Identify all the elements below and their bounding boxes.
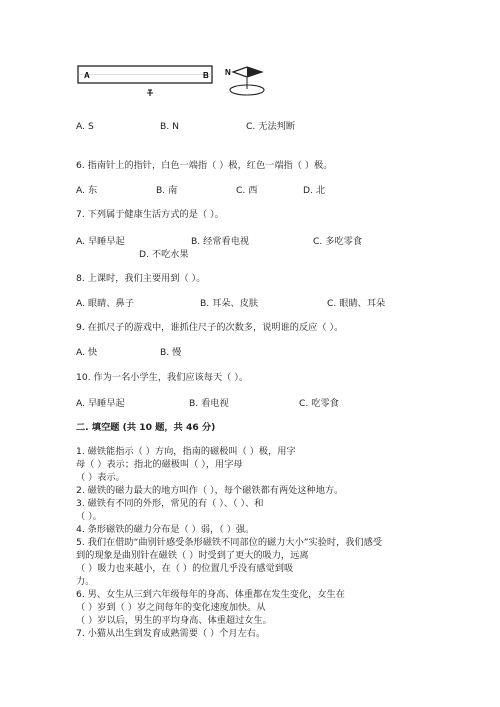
fill-line: （ ）吸力也来越小，在（ ）的位置几乎没有感觉到吸 bbox=[76, 563, 294, 574]
fill-line: 力。 bbox=[76, 576, 95, 587]
fill-line: 5. 我们在借助“曲别针感受条形磁铁不同部位的磁力大小”实验时，我们感受 bbox=[76, 537, 383, 548]
q8-option-c[interactable]: C. 眼睛、耳朵 bbox=[327, 298, 386, 309]
q5-option-c[interactable]: C. 无法判断 bbox=[246, 121, 296, 132]
q8-option-b[interactable]: B. 耳朵、皮肤 bbox=[200, 298, 259, 309]
bar-label-b: B bbox=[203, 71, 209, 80]
fill-line: （ ）。 bbox=[76, 511, 102, 522]
q7-option-d[interactable]: D. 不吃水果 bbox=[139, 249, 189, 260]
q10-option-b[interactable]: B. 看电视 bbox=[189, 398, 229, 409]
q5-option-a[interactable]: A. S bbox=[76, 121, 94, 132]
q6-option-b[interactable]: B. 南 bbox=[156, 185, 178, 196]
q9-stem: 9. 在抓尺子的游戏中，谁抓住尺子的次数多，说明谁的反应（ ）。 bbox=[76, 322, 344, 333]
fill-line: （ ）岁以后，男生的平均身高、体重超过女生。 bbox=[76, 615, 272, 626]
fill-line: （ ）岁到（ ）岁之间每年的变化速度加快。从 bbox=[76, 602, 266, 613]
fill-line: 到的现象是曲别针在磁铁（ ）时受到了更大的吸力，远离 bbox=[76, 550, 309, 561]
fill-line: 母（ ）表示；指北的磁极叫（ ），用字母 bbox=[76, 459, 243, 470]
q10-option-a[interactable]: A. 早睡早起 bbox=[76, 398, 125, 409]
bar-magnet bbox=[78, 66, 212, 83]
magnet-compass-figure bbox=[0, 0, 500, 110]
fill-line: 1. 磁铁能指示（ ）方向，指南的磁极叫（ ）极，用字 bbox=[76, 446, 296, 457]
q8-option-a[interactable]: A. 眼睛、鼻子 bbox=[76, 298, 134, 309]
q7-stem: 7. 下列属于健康生活方式的是（ ）。 bbox=[76, 209, 224, 220]
q6-option-a[interactable]: A. 东 bbox=[76, 185, 98, 196]
q6-option-c[interactable]: C. 西 bbox=[236, 185, 258, 196]
section-2-title: 二. 填空题 (共 10 题，共 46 分) bbox=[76, 422, 216, 433]
q5-option-b[interactable]: B. N bbox=[160, 121, 180, 132]
q6-option-d[interactable]: D. 北 bbox=[303, 185, 326, 196]
q9-option-b[interactable]: B. 慢 bbox=[160, 347, 182, 358]
bar-label-a: A bbox=[84, 71, 90, 80]
q7-option-b[interactable]: B. 经常看电视 bbox=[191, 236, 250, 247]
fill-line: 7. 小猫从出生到发育成熟需要（ ）个月左右。 bbox=[76, 628, 266, 639]
q10-option-c[interactable]: C. 吃零食 bbox=[299, 398, 339, 409]
q10-stem: 10. 作为一名小学生，我们应该每天（ ）。 bbox=[76, 372, 249, 383]
q7-option-c[interactable]: C. 多吃零食 bbox=[313, 236, 363, 247]
q6-stem: 6. 指南针上的指针，白色一端指（ ）极，红色一端指（ ）极。 bbox=[76, 160, 333, 171]
fill-line: （ ）表示。 bbox=[76, 472, 125, 483]
hanging-point-icon bbox=[147, 90, 153, 96]
q7-option-a[interactable]: A. 早睡早起 bbox=[76, 236, 125, 247]
fill-line: 6. 男、女生从三到六年级每年的身高、体重都在发生变化，女生在 bbox=[76, 589, 345, 600]
compass-label-n: N bbox=[225, 68, 231, 77]
fill-line: 4. 条形磁铁的磁力分布是（ ）弱，（ ）强。 bbox=[76, 524, 255, 535]
fill-line: 2. 磁铁的磁力最大的地方叫作（ ），每个磁铁都有两处这种地方。 bbox=[76, 485, 344, 496]
q9-option-a[interactable]: A. 快 bbox=[76, 347, 98, 358]
compass-icon bbox=[225, 67, 264, 95]
fill-line: 3. 磁铁有不同的外形，常见的有（ ）、（ ）、和 bbox=[76, 498, 264, 509]
q8-stem: 8. 上课时，我们主要用到（ ）。 bbox=[76, 273, 206, 284]
